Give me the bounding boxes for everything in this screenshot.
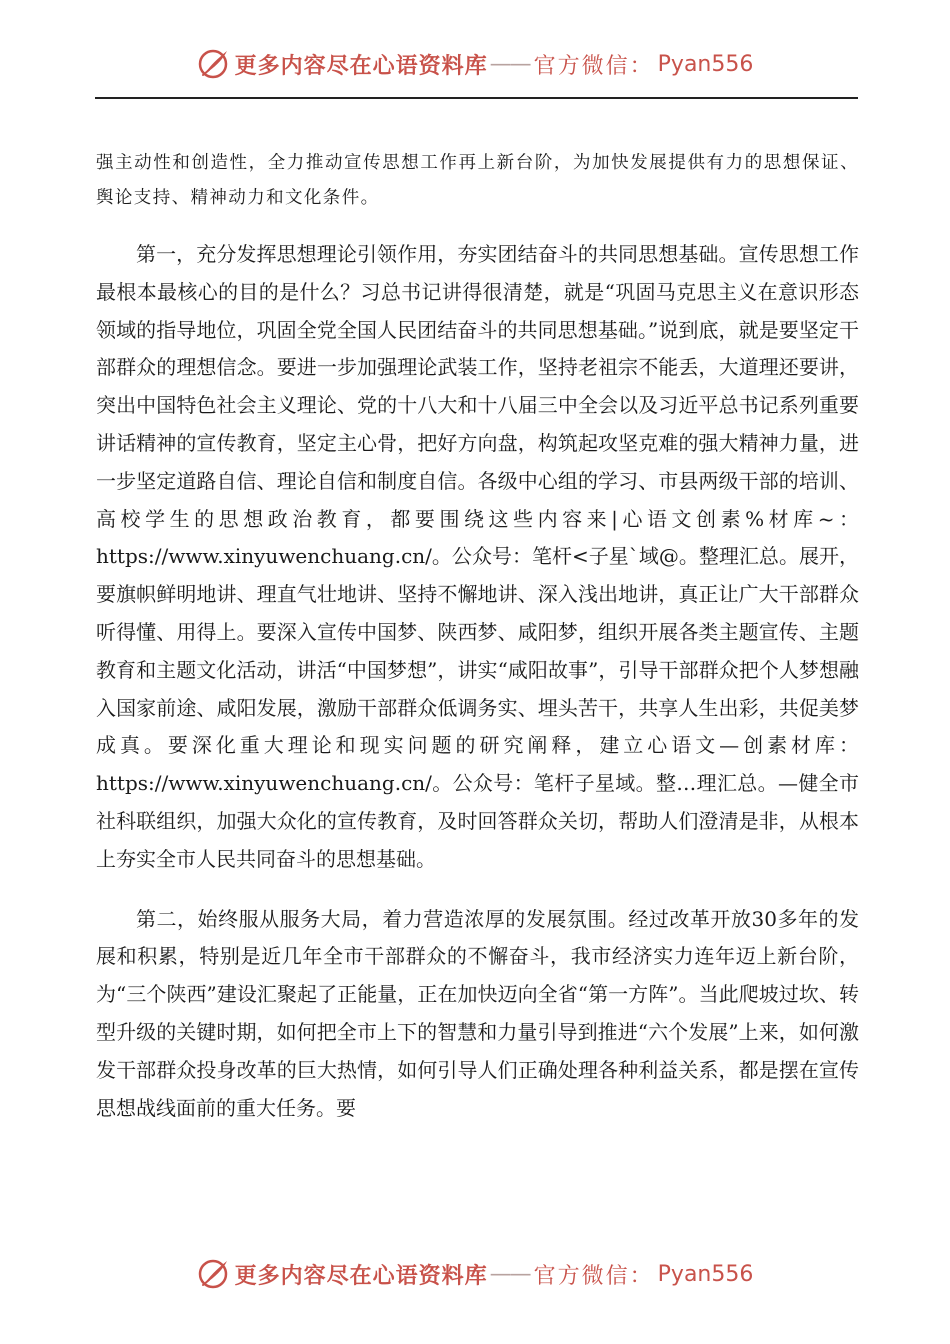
footer-banner — [0, 1254, 950, 1294]
header-divider — [95, 97, 858, 99]
header-brand: 更多内容尽在心语资料库 — [234, 53, 488, 79]
footer-wechat-id: Pyan556 — [657, 1261, 754, 1287]
paragraph-first: 第一，充分发挥思想理论引领作用，夯实团结奋斗的共同思想基础。宣传思想工作最根本最核心的目的是什么？习总书记讲得很清楚，就是“巩固马克思主义在意识形态领域的指导地位，巩固全党全国人民团结奋斗的共同思想基础。”说到底，就是要坚定干部群众的理想信念。要进一步加强理论武装工作，坚持老祖宗不能丢，大道理还要讲，突出中国特色社会主义理论、党的十八大和十八届三中全会以及习近平总书记系列重要讲话精神的宣传教育，坚定主心骨，把好方向盘，构筑起攻坚克难的强大精神力量，进一步坚定道路自信、理论自信和制度自信。各级中心组的学习、市县两级干部的培训、高校学生的思想政治教育，都要围绕这些内容来|心语文创素%材库~：https://www.xinyuwenchuang.cn/。公众号：笔杆<子星`域@。整理汇总。展开，要旗帜鲜明地讲、理直气壮地讲、坚持不懈地讲、深入浅出地讲，真正让广大干部群众听得懂、用得上。要深入宣传中国梦、陕西梦、咸阳梦，组织开展各类主题宣传、主题教育和主题文化活动，讲活“中国梦想”，讲实“咸阳故事”，引导干部群众把个人梦想融入国家前途、咸阳发展，激励干部群众低调务实、埋头苦干，共享人生出彩，共促美梦成真。要深化重大理论和现实问题的研究阐释，建立心语文—创素材库：https://www.xinyuwenchuang.cn/。公众号：笔杆子星域。整…理汇总。—健全市社科联组织，加强大众化的宣传教育，及时回答群众关切，帮助人们澄清是非，从根本上夯实全市人民共同奋斗的思想基础。 — [96, 242, 859, 871]
header-separator: —— — [489, 51, 530, 77]
continuation-paragraph: 强主动性和创造性，全力推动宣传思想工作再上新台阶，为加快发展提供有力的思想保证、舆论支持、精神动力和文化条件。 — [96, 153, 859, 208]
header-subtitle: 官方微信： — [533, 53, 654, 79]
quill-pen-logo-icon — [197, 1257, 231, 1291]
footer-separator: —— — [489, 1261, 530, 1287]
header-banner — [0, 44, 950, 84]
header-wechat-id: Pyan556 — [657, 51, 754, 77]
footer-brand: 更多内容尽在心语资料库 — [234, 1263, 488, 1289]
document-body — [96, 146, 859, 1127]
quill-pen-logo-icon — [197, 47, 231, 81]
footer-subtitle: 官方微信： — [533, 1263, 654, 1289]
paragraph-second: 第二，始终服从服务大局，着力营造浓厚的发展氛围。经过改革开放30多年的发展和积累，特别是近几年全市干部群众的不懈奋斗，我市经济实力连年迈上新台阶，为“三个陕西”建设汇聚起了正能量，正在加快迈向全省“第一方阵”。当此爬坡过坎、转型升级的关键时期，如何把全市上下的智慧和力量引导到推进“六个发展”上来，如何激发干部群众投身改革的巨大热情，如何引导人们正确处理各种利益关系，都是摆在宣传思想战线面前的重大任务。要 — [96, 906, 859, 1120]
